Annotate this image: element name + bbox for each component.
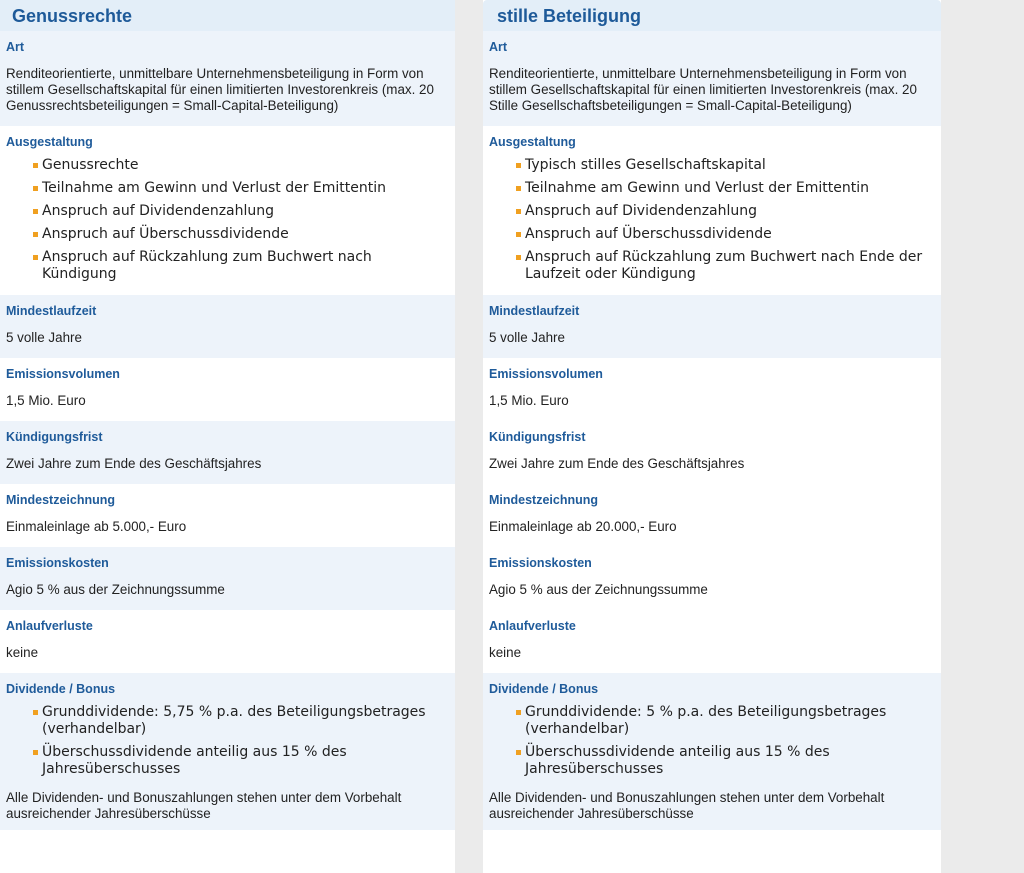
mindestzeichnung-label: Mindestzeichnung [6,493,116,507]
anlaufverluste-section [0,610,455,673]
anlaufverluste-value: keine [489,645,522,660]
list-item: Typisch stilles Gesellschaftskapital [516,157,935,174]
mindestzeichnung-value: Einmaleinlage ab 5.000,- Euro [6,519,187,534]
dividende-note: Alle Dividenden- und Bonuszahlungen stehen unter dem Vorbehalt ausreichender Jahresüberschüsse [489,790,885,821]
emissionsvolumen-value: 1,5 Mio. Euro [489,393,569,408]
anlaufverluste-label: Anlaufverluste [6,619,93,633]
list-item: Überschussdividende anteilig aus 15 % des Jahresüberschusses [33,744,449,778]
art-label: Art [489,40,508,54]
list-item: Anspruch auf Dividendenzahlung [516,203,935,220]
emissionskosten-label: Emissionskosten [489,556,592,570]
ausgestaltung-label: Ausgestaltung [489,135,576,149]
emissionskosten-label: Emissionskosten [6,556,109,570]
stille-beteiligung-column [483,0,941,873]
ausgestaltung-section [483,126,941,295]
kuendigungsfrist-label: Kündigungsfrist [489,430,586,444]
genussrechte-column [0,0,455,873]
art-text: Renditeorientierte, unmittelbare Unternehmensbeteiligung in Form von stillem Gesellschaftskapital für einen limitierten Investorenkreis (max. 20 Stille Gesellschaftsbeteiligungen = Small-Capital-Beteiligung) [489,66,917,113]
dividende-label: Dividende / Bonus [6,682,116,696]
list-item: Grunddividende: 5 % p.a. des Beteiligungsbetrages (verhandelbar) [516,704,935,738]
dividende-label: Dividende / Bonus [489,682,599,696]
emissionsvolumen-section [0,358,455,421]
list-item: Überschussdividende anteilig aus 15 % des Jahresüberschusses [516,744,935,778]
mindestzeichnung-label: Mindestzeichnung [489,493,599,507]
list-item: Genussrechte [33,157,449,174]
art-section [0,31,455,126]
emissionsvolumen-label: Emissionsvolumen [489,367,603,381]
mindestlaufzeit-value: 5 volle Jahre [6,330,82,345]
dividende-section [0,673,455,830]
list-item: Teilnahme am Gewinn und Verlust der Emittentin [516,180,935,197]
kuendigungsfrist-value: Zwei Jahre zum Ende des Geschäftsjahres [489,456,745,471]
art-text: Renditeorientierte, unmittelbare Unternehmensbeteiligung in Form von stillem Gesellschaftskapital für einen limitierten Investorenkreis (max. 20 Genussrechtsbeteiligungen = Small-Capital-Beteiligung) [6,66,434,113]
mindestlaufzeit-section [0,295,455,358]
list-item: Teilnahme am Gewinn und Verlust der Emittentin [33,180,449,197]
kuendigungsfrist-value: Zwei Jahre zum Ende des Geschäftsjahres [6,456,262,471]
kuendigungsfrist-label: Kündigungsfrist [6,430,103,444]
ausgestaltung-label: Ausgestaltung [6,135,93,149]
dividende-section [483,673,941,830]
kuendigungsfrist-section [483,421,941,484]
kuendigungsfrist-section [0,421,455,484]
dividende-list [6,697,449,790]
emissionsvolumen-value: 1,5 Mio. Euro [6,393,86,408]
mindestlaufzeit-value: 5 volle Jahre [489,330,565,345]
mindestzeichnung-section [483,484,941,547]
emissionsvolumen-section [483,358,941,421]
dividende-list [489,697,935,790]
list-item: Anspruch auf Überschussdividende [33,226,449,243]
emissionskosten-section [483,547,941,610]
ausgestaltung-list [489,150,935,295]
list-item: Anspruch auf Rückzahlung zum Buchwert nach Ende der Laufzeit oder Kündigung [516,249,935,283]
list-item: Anspruch auf Überschussdividende [516,226,935,243]
emissionskosten-value: Agio 5 % aus der Zeichnungssumme [6,582,225,597]
list-item: Anspruch auf Rückzahlung zum Buchwert nach Kündigung [33,249,449,283]
emissionsvolumen-label: Emissionsvolumen [6,367,120,381]
dividende-note: Alle Dividenden- und Bonuszahlungen stehen unter dem Vorbehalt ausreichender Jahresüberschüsse [6,790,402,821]
ausgestaltung-list [6,150,449,295]
mindestlaufzeit-label: Mindestlaufzeit [6,304,97,318]
anlaufverluste-label: Anlaufverluste [489,619,576,633]
art-label: Art [6,40,25,54]
emissionskosten-section [0,547,455,610]
list-item: Grunddividende: 5,75 % p.a. des Beteiligungsbetrages (verhandelbar) [33,704,449,738]
ausgestaltung-section [0,126,455,295]
mindestzeichnung-value: Einmaleinlage ab 20.000,- Euro [489,519,677,534]
mindestlaufzeit-label: Mindestlaufzeit [489,304,580,318]
list-item: Anspruch auf Dividendenzahlung [33,203,449,220]
mindestlaufzeit-section [483,295,941,358]
anlaufverluste-value: keine [6,645,39,660]
column-title: Genussrechte [0,0,455,31]
art-section [483,31,941,126]
mindestzeichnung-section [0,484,455,547]
anlaufverluste-section [483,610,941,673]
emissionskosten-value: Agio 5 % aus der Zeichnungssumme [489,582,708,597]
column-title: stille Beteiligung [483,0,941,31]
